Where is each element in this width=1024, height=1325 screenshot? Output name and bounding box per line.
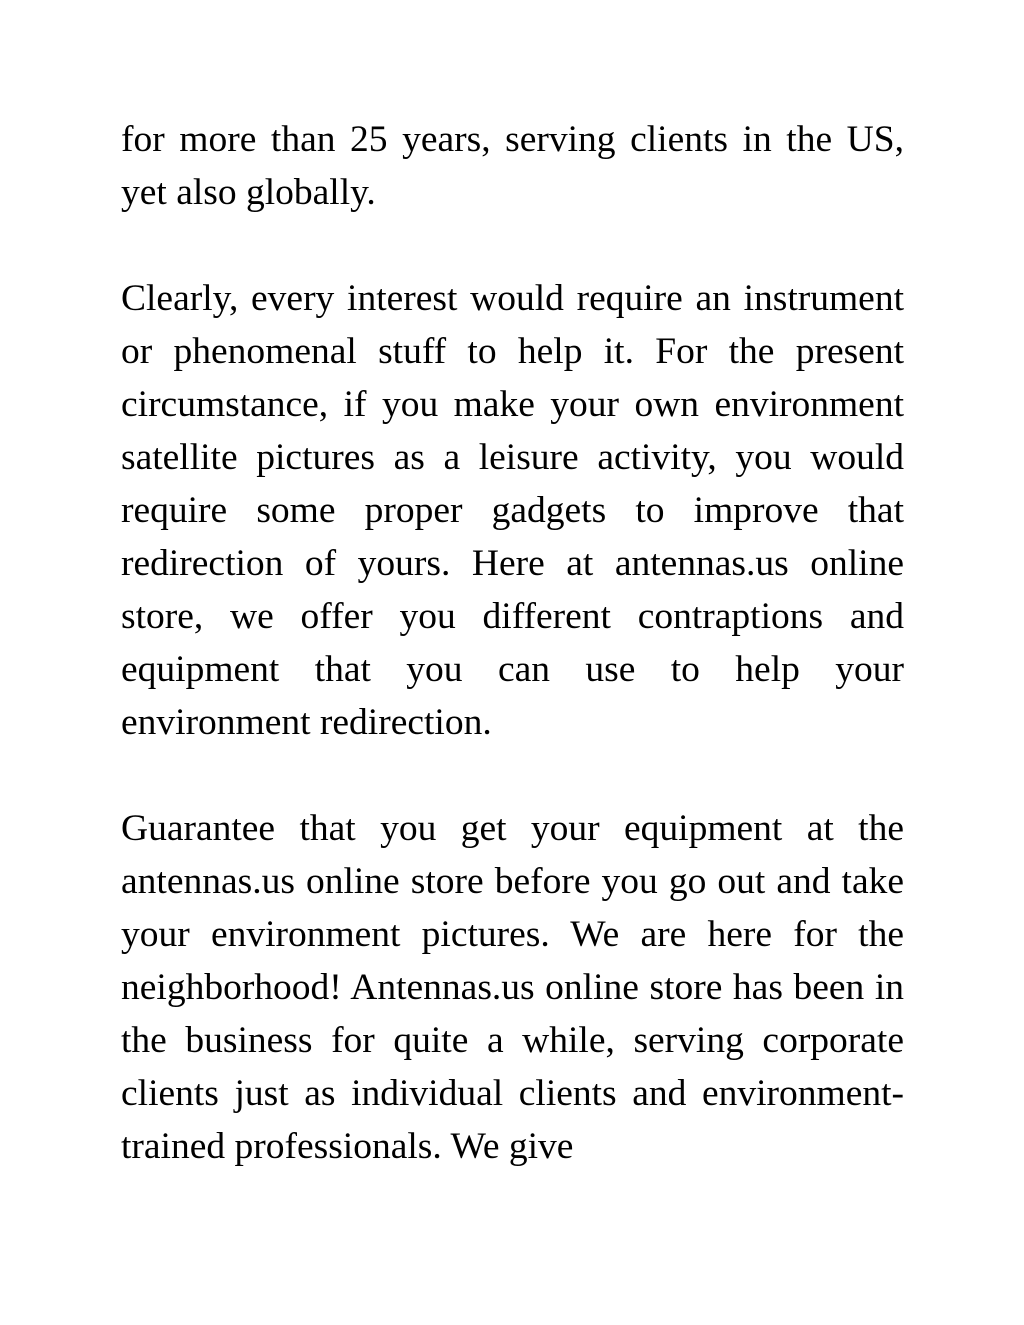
paragraph-1: for more than 25 years, serving clients in the US, yet also globally.	[121, 119, 904, 213]
paragraph-2: Clearly, every interest would require an instrument or phenomenal stuff to help it. For the present circumstance, if you make your own environment satellite pictures as a leisure activity, you would require some proper gadgets to improve that redirection of yours. Here at antennas.us online store, we offer you different contraptions and equipment that you can use to help your environment redirection.	[121, 278, 904, 743]
paragraph-3: Guarantee that you get your equipment at the antennas.us online store before you go out and take your environment pictures. We are here for the neighborhood! Antennas.us online store has been in the business for quite a while, serving corporate clients just as individual clients and environment-trained professionals. We give	[121, 808, 904, 1167]
body-text	[121, 113, 904, 1173]
